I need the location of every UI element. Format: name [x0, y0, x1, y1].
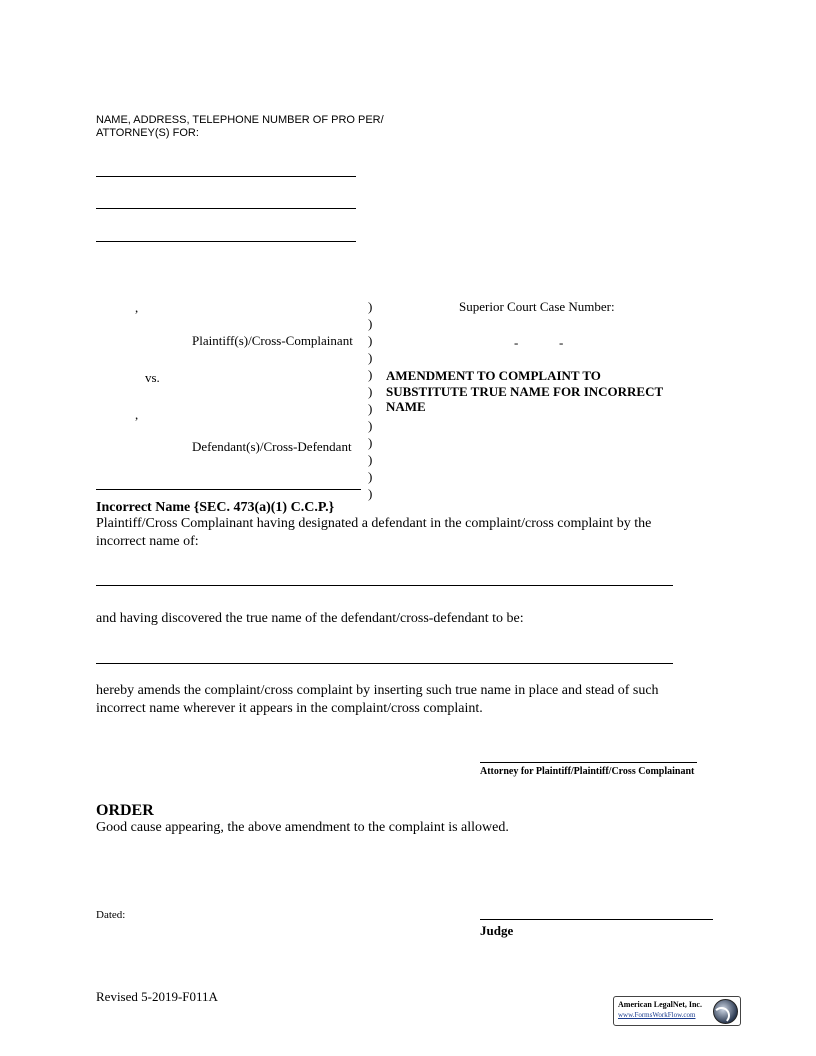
paragraph1-line2: incorrect name of:	[96, 534, 199, 549]
caption-paren: )	[368, 367, 373, 382]
attorney-signature-label: Attorney for Plaintiff/Plaintiff/Cross Complainant	[480, 766, 695, 777]
american-legalnet-logo[interactable]	[613, 996, 741, 1026]
caption-paren: )	[368, 350, 373, 365]
caption-paren: )	[368, 401, 373, 416]
document-title-line2: SUBSTITUTE TRUE NAME FOR INCORRECT	[386, 384, 664, 399]
versus-label: vs.	[145, 370, 160, 385]
caption-paren: )	[368, 452, 373, 467]
dated-label: Dated:	[96, 909, 126, 921]
attorney-info-line-2[interactable]	[96, 208, 356, 209]
case-number-label: Superior Court Case Number:	[459, 299, 615, 314]
caption-paren: )	[368, 469, 373, 484]
judge-signature-line[interactable]	[480, 919, 713, 920]
paragraph1-line1: Plaintiff/Cross Complainant having designated a defendant in the complaint/cross complaint by the	[96, 516, 652, 531]
attorney-info-line-3[interactable]	[96, 241, 356, 242]
caption-paren: )	[368, 316, 373, 331]
attorney-info-label-line1: NAME, ADDRESS, TELEPHONE NUMBER OF PRO PER/	[96, 114, 384, 126]
true-name-line[interactable]	[96, 663, 673, 664]
caption-paren: )	[368, 384, 373, 399]
caption-bottom-line	[96, 489, 361, 490]
section-heading: Incorrect Name {SEC. 473(a)(1) C.C.P.}	[96, 500, 335, 515]
caption-paren: )	[368, 333, 373, 348]
document-title-line1: AMENDMENT TO COMPLAINT TO	[386, 368, 601, 383]
attorney-info-line-1[interactable]	[96, 176, 356, 177]
plaintiff-label: Plaintiff(s)/Cross-Complainant	[192, 333, 353, 348]
order-text: Good cause appearing, the above amendment to the complaint is allowed.	[96, 820, 509, 835]
caption-paren: )	[368, 299, 373, 314]
revision-label: Revised 5-2019-F011A	[96, 989, 218, 1004]
logo-globe-icon	[713, 999, 738, 1024]
case-number-dash-2: -	[559, 335, 564, 350]
paragraph2: and having discovered the true name of the defendant/cross-defendant to be:	[96, 611, 524, 626]
attorney-info-label-line2: ATTORNEY(S) FOR:	[96, 127, 199, 139]
plaintiff-name-comma: ,	[135, 300, 139, 315]
logo-website-link[interactable]: www.FormsWorkFlow.com	[618, 1011, 696, 1019]
caption-paren: )	[368, 418, 373, 433]
defendant-name-comma: ,	[135, 407, 139, 422]
caption-paren: )	[368, 486, 373, 501]
caption-paren: )	[368, 435, 373, 450]
judge-label: Judge	[480, 923, 514, 938]
incorrect-name-line[interactable]	[96, 585, 673, 586]
paragraph3-line1: hereby amends the complaint/cross complaint by inserting such true name in place and stead of such	[96, 683, 659, 698]
attorney-signature-line[interactable]	[480, 762, 697, 763]
order-heading: ORDER	[96, 802, 154, 819]
document-title-line3: NAME	[386, 399, 426, 414]
logo-company-name: American LegalNet, Inc.	[618, 1000, 702, 1009]
paragraph3-line2: incorrect name wherever it appears in the complaint/cross complaint.	[96, 701, 483, 716]
case-number-dash-1: -	[514, 335, 519, 350]
defendant-label: Defendant(s)/Cross-Defendant	[192, 439, 352, 454]
